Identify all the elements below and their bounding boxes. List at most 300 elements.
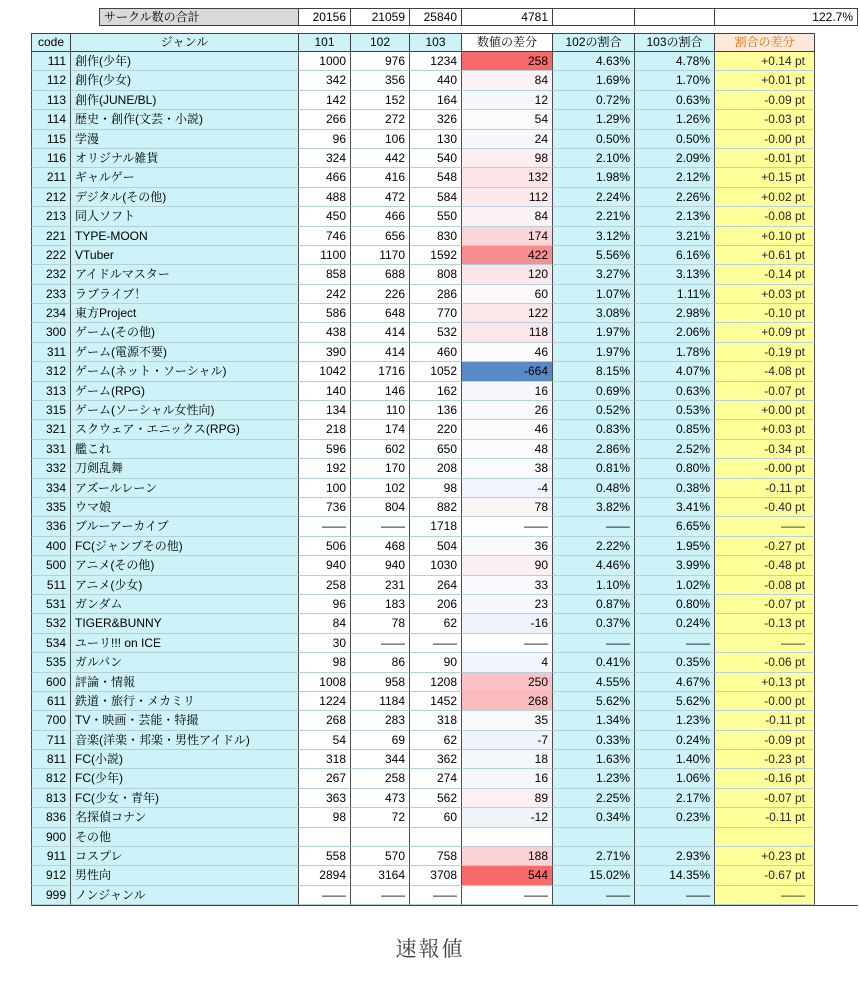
cell-101[interactable]: 506 [299,537,351,556]
cell-code[interactable]: 221 [31,227,71,246]
cell-ratio-102[interactable]: 2.22% [553,537,635,556]
summary-growth-ratio[interactable]: 122.7% [715,8,858,26]
cell-diff[interactable]: 84 [462,207,553,226]
cell-ratio-diff[interactable]: -0.00 pt [715,130,815,149]
cell-102[interactable] [351,828,410,847]
cell-ratio-diff[interactable]: -0.10 pt [715,304,815,323]
cell-diff[interactable]: 98 [462,149,553,168]
cell-diff[interactable]: —— [462,634,553,653]
cell-ratio-103[interactable]: 3.41% [635,498,715,517]
cell-102[interactable]: 3164 [351,866,410,885]
cell-diff[interactable] [462,828,553,847]
cell-ratio-102[interactable]: 0.69% [553,382,635,401]
cell-ratio-102[interactable]: 1.34% [553,711,635,730]
cell-102[interactable]: —— [351,634,410,653]
cell-diff[interactable]: 122 [462,304,553,323]
cell-code[interactable]: 332 [31,459,71,478]
cell-code[interactable]: 321 [31,420,71,439]
cell-ratio-diff[interactable]: -0.06 pt [715,653,815,672]
cell-ratio-102[interactable]: —— [553,517,635,536]
cell-101[interactable]: 390 [299,343,351,362]
cell-ratio-102[interactable]: 0.41% [553,653,635,672]
cell-ratio-diff[interactable]: +0.03 pt [715,285,815,304]
cell-101[interactable]: 242 [299,285,351,304]
cell-ratio-103[interactable] [635,828,715,847]
cell-103[interactable]: 206 [410,595,462,614]
cell-code[interactable]: 813 [31,789,71,808]
cell-ratio-diff[interactable]: +0.00 pt [715,401,815,420]
cell-ratio-diff[interactable]: -0.27 pt [715,537,815,556]
cell-genre[interactable]: 創作(少女) [71,71,299,90]
cell-101[interactable]: 140 [299,382,351,401]
cell-ratio-103[interactable]: 6.65% [635,517,715,536]
cell-code[interactable]: 232 [31,265,71,284]
cell-ratio-diff[interactable]: +0.01 pt [715,71,815,90]
cell-103[interactable]: 548 [410,168,462,187]
cell-code[interactable]: 233 [31,285,71,304]
cell-genre[interactable]: 鉄道・旅行・メカミリ [71,692,299,711]
cell-103[interactable]: 504 [410,537,462,556]
cell-ratio-103[interactable]: 0.38% [635,479,715,498]
cell-ratio-diff[interactable]: -0.08 pt [715,576,815,595]
cell-code[interactable]: 116 [31,149,71,168]
cell-ratio-diff[interactable]: -0.09 pt [715,731,815,750]
cell-code[interactable]: 315 [31,401,71,420]
cell-genre[interactable]: 艦これ [71,440,299,459]
cell-102[interactable]: —— [351,886,410,905]
cell-ratio-103[interactable]: 2.52% [635,440,715,459]
cell-genre[interactable]: 歴史・創作(文芸・小説) [71,110,299,129]
cell-ratio-103[interactable]: —— [635,634,715,653]
cell-ratio-diff[interactable]: +0.09 pt [715,323,815,342]
cell-101[interactable]: 98 [299,653,351,672]
cell-diff[interactable]: 188 [462,847,553,866]
cell-ratio-103[interactable]: 0.24% [635,731,715,750]
cell-diff[interactable]: 78 [462,498,553,517]
header-ratio-103[interactable]: 103の割合 [635,33,715,52]
cell-102[interactable]: 602 [351,440,410,459]
cell-101[interactable]: 940 [299,556,351,575]
cell-103[interactable]: 1718 [410,517,462,536]
cell-ratio-diff[interactable]: +0.14 pt [715,52,815,71]
cell-genre[interactable]: VTuber [71,246,299,265]
cell-genre[interactable]: 創作(少年) [71,52,299,71]
cell-diff[interactable]: 112 [462,188,553,207]
cell-genre[interactable]: 評論・情報 [71,673,299,692]
cell-101[interactable]: 84 [299,614,351,633]
cell-ratio-diff[interactable]: +0.15 pt [715,168,815,187]
cell-ratio-102[interactable]: 0.48% [553,479,635,498]
cell-genre[interactable]: ギャルゲー [71,168,299,187]
cell-103[interactable]: 3708 [410,866,462,885]
cell-diff[interactable]: 18 [462,750,553,769]
cell-ratio-102[interactable]: 1.10% [553,576,635,595]
cell-code[interactable]: 900 [31,828,71,847]
cell-ratio-103[interactable]: 2.12% [635,168,715,187]
cell-ratio-103[interactable]: 4.67% [635,673,715,692]
cell-ratio-diff[interactable]: +0.61 pt [715,246,815,265]
cell-diff[interactable]: 35 [462,711,553,730]
cell-diff[interactable]: 120 [462,265,553,284]
cell-ratio-diff[interactable]: -4.08 pt [715,362,815,381]
cell-101[interactable]: 342 [299,71,351,90]
cell-diff[interactable]: 38 [462,459,553,478]
cell-101[interactable]: 1224 [299,692,351,711]
cell-diff[interactable]: 89 [462,789,553,808]
cell-103[interactable]: 808 [410,265,462,284]
cell-ratio-diff[interactable] [715,828,815,847]
cell-102[interactable]: 106 [351,130,410,149]
cell-ratio-103[interactable]: 4.78% [635,52,715,71]
cell-genre[interactable]: FC(小説) [71,750,299,769]
cell-ratio-102[interactable]: —— [553,634,635,653]
cell-102[interactable]: 1716 [351,362,410,381]
cell-code[interactable]: 331 [31,440,71,459]
cell-ratio-102[interactable]: 1.63% [553,750,635,769]
cell-102[interactable]: 976 [351,52,410,71]
cell-diff[interactable]: 174 [462,227,553,246]
cell-genre[interactable]: TYPE-MOON [71,227,299,246]
cell-diff[interactable]: 36 [462,537,553,556]
cell-ratio-103[interactable]: —— [635,886,715,905]
cell-102[interactable]: 272 [351,110,410,129]
cell-code[interactable]: 911 [31,847,71,866]
cell-ratio-diff[interactable]: -0.07 pt [715,789,815,808]
cell-ratio-102[interactable]: 0.87% [553,595,635,614]
cell-101[interactable]: 2894 [299,866,351,885]
cell-diff[interactable]: -16 [462,614,553,633]
cell-103[interactable]: 60 [410,808,462,827]
cell-ratio-103[interactable]: 1.11% [635,285,715,304]
cell-ratio-103[interactable]: 4.07% [635,362,715,381]
cell-ratio-102[interactable]: 3.27% [553,265,635,284]
cell-code[interactable]: 213 [31,207,71,226]
cell-102[interactable]: 86 [351,653,410,672]
cell-genre[interactable]: ウマ娘 [71,498,299,517]
cell-diff[interactable]: 16 [462,382,553,401]
cell-ratio-103[interactable]: 0.63% [635,91,715,110]
cell-code[interactable]: 912 [31,866,71,885]
cell-diff[interactable]: 48 [462,440,553,459]
cell-ratio-102[interactable]: 4.55% [553,673,635,692]
cell-code[interactable]: 211 [31,168,71,187]
cell-101[interactable]: 267 [299,769,351,788]
cell-102[interactable]: 414 [351,323,410,342]
cell-genre[interactable]: TV・映画・芸能・特撮 [71,711,299,730]
cell-101[interactable]: 96 [299,595,351,614]
cell-101[interactable]: 438 [299,323,351,342]
cell-code[interactable]: 836 [31,808,71,827]
cell-ratio-102[interactable]: 2.24% [553,188,635,207]
cell-101[interactable]: 488 [299,188,351,207]
cell-code[interactable]: 700 [31,711,71,730]
cell-diff[interactable]: 16 [462,769,553,788]
cell-diff[interactable]: 54 [462,110,553,129]
cell-ratio-diff[interactable]: -0.48 pt [715,556,815,575]
cell-ratio-103[interactable]: 14.35% [635,866,715,885]
cell-103[interactable]: 136 [410,401,462,420]
cell-code[interactable]: 234 [31,304,71,323]
cell-ratio-diff[interactable]: -0.11 pt [715,711,815,730]
cell-103[interactable]: 1234 [410,52,462,71]
cell-code[interactable]: 311 [31,343,71,362]
cell-103[interactable]: 1030 [410,556,462,575]
cell-ratio-102[interactable]: 3.82% [553,498,635,517]
cell-ratio-103[interactable]: 0.24% [635,614,715,633]
cell-103[interactable]: 440 [410,71,462,90]
cell-103[interactable]: 758 [410,847,462,866]
cell-code[interactable]: 300 [31,323,71,342]
footer-note[interactable]: 速報値 [395,938,465,961]
cell-diff[interactable]: 12 [462,91,553,110]
cell-diff[interactable]: 90 [462,556,553,575]
cell-103[interactable]: 220 [410,420,462,439]
cell-diff[interactable]: -664 [462,362,553,381]
cell-ratio-diff[interactable]: +0.03 pt [715,420,815,439]
cell-genre[interactable]: 同人ソフト [71,207,299,226]
cell-genre[interactable]: ガンダム [71,595,299,614]
cell-ratio-102[interactable]: 0.37% [553,614,635,633]
header-ratio-diff[interactable]: 割合の差分 [715,33,815,52]
cell-103[interactable]: 264 [410,576,462,595]
cell-101[interactable]: 54 [299,731,351,750]
cell-101[interactable]: 1042 [299,362,351,381]
cell-102[interactable]: 570 [351,847,410,866]
cell-101[interactable]: 218 [299,420,351,439]
cell-101[interactable]: 142 [299,91,351,110]
cell-ratio-diff[interactable]: -0.07 pt [715,382,815,401]
cell-diff[interactable]: 84 [462,71,553,90]
cell-genre[interactable]: 男性向 [71,866,299,885]
cell-ratio-102[interactable]: 3.12% [553,227,635,246]
cell-103[interactable]: 1208 [410,673,462,692]
cell-103[interactable]: 286 [410,285,462,304]
cell-genre[interactable]: ユーリ!!! on ICE [71,634,299,653]
cell-genre[interactable]: ゲーム(ソーシャル女性向) [71,401,299,420]
cell-genre[interactable]: 学漫 [71,130,299,149]
cell-ratio-diff[interactable]: -0.01 pt [715,149,815,168]
cell-102[interactable]: 102 [351,479,410,498]
cell-ratio-102[interactable] [553,828,635,847]
cell-ratio-102[interactable]: 2.86% [553,440,635,459]
cell-103[interactable]: 460 [410,343,462,362]
cell-ratio-diff[interactable]: -0.00 pt [715,459,815,478]
cell-genre[interactable]: FC(少年) [71,769,299,788]
cell-genre[interactable]: TIGER&BUNNY [71,614,299,633]
cell-ratio-diff[interactable]: -0.08 pt [715,207,815,226]
cell-101[interactable]: 450 [299,207,351,226]
cell-102[interactable]: 414 [351,343,410,362]
cell-101[interactable] [299,828,351,847]
cell-ratio-diff[interactable]: -0.16 pt [715,769,815,788]
cell-ratio-diff[interactable]: -0.03 pt [715,110,815,129]
cell-102[interactable]: 1184 [351,692,410,711]
cell-101[interactable]: 318 [299,750,351,769]
cell-genre[interactable]: その他 [71,828,299,847]
cell-ratio-103[interactable]: 0.35% [635,653,715,672]
cell-diff[interactable]: 258 [462,52,553,71]
cell-103[interactable]: 90 [410,653,462,672]
cell-101[interactable]: 266 [299,110,351,129]
cell-genre[interactable]: アイドルマスター [71,265,299,284]
cell-103[interactable]: 1592 [410,246,462,265]
cell-103[interactable]: 208 [410,459,462,478]
cell-ratio-102[interactable]: 1.23% [553,769,635,788]
cell-ratio-102[interactable]: 0.52% [553,401,635,420]
cell-genre[interactable]: FC(ジャンプその他) [71,537,299,556]
cell-code[interactable]: 212 [31,188,71,207]
cell-102[interactable]: 940 [351,556,410,575]
cell-101[interactable]: 558 [299,847,351,866]
cell-102[interactable]: 958 [351,673,410,692]
cell-ratio-diff[interactable]: -0.00 pt [715,692,815,711]
cell-diff[interactable]: 24 [462,130,553,149]
cell-diff[interactable]: -12 [462,808,553,827]
cell-code[interactable]: 500 [31,556,71,575]
cell-code[interactable]: 313 [31,382,71,401]
cell-ratio-102[interactable]: 0.83% [553,420,635,439]
cell-genre[interactable]: アニメ(その他) [71,556,299,575]
cell-ratio-102[interactable]: —— [553,886,635,905]
cell-ratio-103[interactable]: 0.85% [635,420,715,439]
cell-101[interactable]: —— [299,886,351,905]
cell-ratio-103[interactable]: 0.53% [635,401,715,420]
cell-code[interactable]: 334 [31,479,71,498]
cell-102[interactable]: 174 [351,420,410,439]
cell-genre[interactable]: 名探偵コナン [71,808,299,827]
cell-ratio-102[interactable]: 1.97% [553,343,635,362]
cell-genre[interactable]: 創作(JUNE/BL) [71,91,299,110]
cell-101[interactable]: 596 [299,440,351,459]
cell-ratio-103[interactable]: 1.40% [635,750,715,769]
cell-code[interactable]: 111 [31,52,71,71]
cell-ratio-102[interactable]: 2.10% [553,149,635,168]
cell-103[interactable]: 882 [410,498,462,517]
cell-103[interactable]: 162 [410,382,462,401]
cell-ratio-103[interactable]: 3.13% [635,265,715,284]
cell-ratio-103[interactable]: 1.95% [635,537,715,556]
cell-ratio-103[interactable]: 1.02% [635,576,715,595]
summary-ratio-103-blank[interactable] [635,8,715,26]
header-101[interactable]: 101 [299,33,351,52]
cell-ratio-102[interactable]: 8.15% [553,362,635,381]
cell-diff[interactable]: 544 [462,866,553,885]
cell-ratio-103[interactable]: 0.80% [635,459,715,478]
cell-diff[interactable]: 23 [462,595,553,614]
cell-ratio-102[interactable]: 1.29% [553,110,635,129]
cell-102[interactable]: —— [351,517,410,536]
cell-101[interactable]: 30 [299,634,351,653]
cell-103[interactable]: —— [410,634,462,653]
cell-ratio-diff[interactable]: +0.13 pt [715,673,815,692]
cell-102[interactable]: 416 [351,168,410,187]
cell-102[interactable]: 152 [351,91,410,110]
cell-ratio-diff[interactable]: +0.02 pt [715,188,815,207]
cell-code[interactable]: 600 [31,673,71,692]
cell-101[interactable]: 1000 [299,52,351,71]
header-102[interactable]: 102 [351,33,410,52]
cell-code[interactable]: 222 [31,246,71,265]
cell-103[interactable]: 584 [410,188,462,207]
cell-diff[interactable]: —— [462,886,553,905]
cell-ratio-103[interactable]: 0.63% [635,382,715,401]
cell-code[interactable]: 611 [31,692,71,711]
cell-102[interactable]: 258 [351,769,410,788]
cell-code[interactable]: 812 [31,769,71,788]
cell-ratio-103[interactable]: 3.99% [635,556,715,575]
cell-genre[interactable]: オリジナル雑貨 [71,149,299,168]
cell-code[interactable]: 112 [31,71,71,90]
cell-diff[interactable]: 33 [462,576,553,595]
cell-ratio-103[interactable]: 3.21% [635,227,715,246]
cell-code[interactable]: 711 [31,731,71,750]
cell-ratio-102[interactable]: 1.69% [553,71,635,90]
cell-103[interactable]: —— [410,886,462,905]
cell-code[interactable]: 113 [31,91,71,110]
cell-ratio-102[interactable]: 5.62% [553,692,635,711]
cell-101[interactable]: 736 [299,498,351,517]
cell-101[interactable]: 324 [299,149,351,168]
cell-103[interactable]: 540 [410,149,462,168]
cell-ratio-diff[interactable]: —— [715,517,815,536]
cell-ratio-diff[interactable]: -0.19 pt [715,343,815,362]
cell-103[interactable]: 62 [410,614,462,633]
cell-ratio-diff[interactable]: -0.40 pt [715,498,815,517]
summary-101-total[interactable]: 20156 [299,8,351,26]
cell-ratio-102[interactable]: 0.33% [553,731,635,750]
cell-genre[interactable]: ブルーアーカイブ [71,517,299,536]
cell-ratio-102[interactable]: 2.25% [553,789,635,808]
cell-code[interactable]: 511 [31,576,71,595]
cell-101[interactable]: 268 [299,711,351,730]
cell-ratio-102[interactable]: 0.72% [553,91,635,110]
cell-diff[interactable]: 46 [462,420,553,439]
cell-ratio-diff[interactable]: +0.23 pt [715,847,815,866]
cell-102[interactable]: 442 [351,149,410,168]
cell-103[interactable]: 1452 [410,692,462,711]
cell-101[interactable]: —— [299,517,351,536]
cell-102[interactable]: 226 [351,285,410,304]
cell-diff[interactable]: 4 [462,653,553,672]
cell-103[interactable]: 770 [410,304,462,323]
cell-102[interactable]: 466 [351,207,410,226]
cell-ratio-diff[interactable]: -0.07 pt [715,595,815,614]
cell-code[interactable]: 999 [31,886,71,905]
cell-102[interactable]: 146 [351,382,410,401]
cell-103[interactable]: 1052 [410,362,462,381]
cell-ratio-diff[interactable]: -0.67 pt [715,866,815,885]
cell-102[interactable]: 231 [351,576,410,595]
cell-code[interactable]: 532 [31,614,71,633]
cell-102[interactable]: 344 [351,750,410,769]
cell-ratio-diff[interactable]: —— [715,634,815,653]
cell-103[interactable] [410,828,462,847]
summary-102-total[interactable]: 21059 [351,8,410,26]
cell-103[interactable]: 62 [410,731,462,750]
cell-ratio-103[interactable]: 5.62% [635,692,715,711]
cell-ratio-diff[interactable]: —— [715,886,815,905]
cell-103[interactable]: 164 [410,91,462,110]
cell-ratio-diff[interactable]: -0.11 pt [715,479,815,498]
cell-diff[interactable]: 132 [462,168,553,187]
header-diff[interactable]: 数値の差分 [462,33,553,52]
header-genre[interactable]: ジャンル [71,33,299,52]
cell-101[interactable]: 858 [299,265,351,284]
cell-diff[interactable]: 46 [462,343,553,362]
cell-ratio-103[interactable]: 2.13% [635,207,715,226]
cell-102[interactable]: 648 [351,304,410,323]
cell-103[interactable]: 98 [410,479,462,498]
